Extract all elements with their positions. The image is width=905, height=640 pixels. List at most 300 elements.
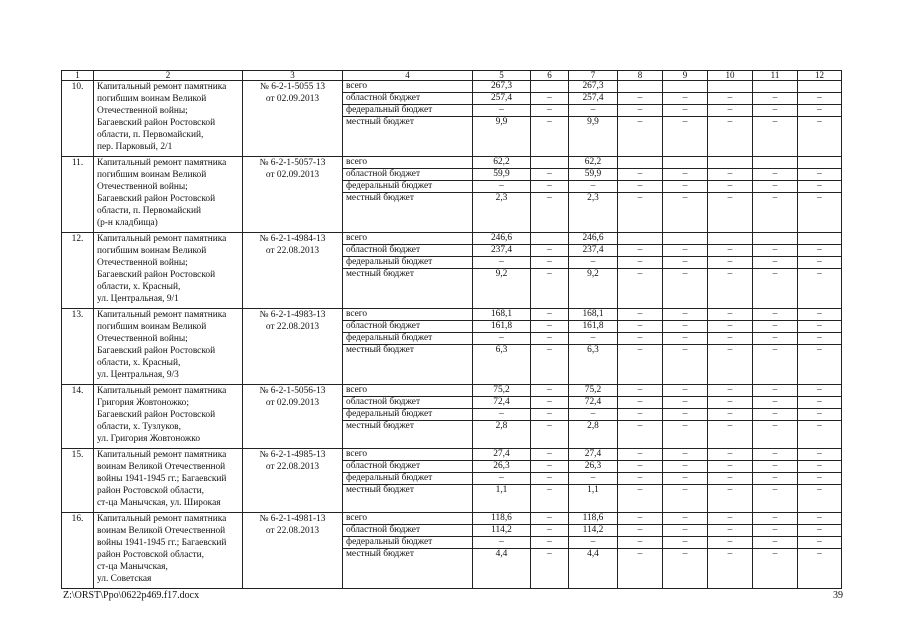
amount-cell-8: – — [618, 485, 663, 513]
amount-cell-7: 161,8 — [569, 321, 618, 333]
amount-cell-5: 26,3 — [473, 461, 531, 473]
table-body — [62, 81, 842, 589]
amount-cell-9: – — [663, 421, 708, 449]
amount-cell-10: – — [708, 321, 753, 333]
description-line: Отечественной войны; — [97, 334, 188, 344]
amount-cell-8: – — [618, 409, 663, 421]
document-line: от 22.08.2013 — [265, 526, 320, 536]
amount-cell-6: – — [531, 345, 569, 385]
table-row — [62, 81, 842, 93]
amount-cell-8: – — [618, 117, 663, 157]
amount-cell-11: – — [753, 449, 798, 461]
budget-source-label: федеральный бюджет — [343, 333, 473, 345]
amount-cell-7: 72,4 — [569, 397, 618, 409]
amount-cell-11: – — [753, 461, 798, 473]
column-header-1: 1 — [62, 71, 94, 81]
amount-cell-12: – — [798, 181, 842, 193]
object-description — [94, 449, 243, 513]
amount-cell-6: – — [531, 473, 569, 485]
amount-cell-11 — [753, 81, 798, 93]
amount-cell-5: 6,3 — [473, 345, 531, 385]
amount-cell-9: – — [663, 473, 708, 485]
amount-cell-12 — [798, 233, 842, 245]
document-line: № 6-2-1-5057-13 — [259, 158, 326, 168]
description-line: ул. Центральная, 9/1 — [97, 294, 179, 304]
amount-cell-7: – — [569, 105, 618, 117]
description-line: Капитальный ремонт памятника — [97, 158, 227, 168]
column-header-9: 9 — [663, 71, 708, 81]
amount-cell-5: 27,4 — [473, 449, 531, 461]
amount-cell-12: – — [798, 169, 842, 181]
amount-cell-9: – — [663, 409, 708, 421]
budget-source-label: федеральный бюджет — [343, 537, 473, 549]
description-line: ул. Советская — [97, 574, 152, 584]
table-header — [62, 71, 842, 81]
budget-source-label: местный бюджет — [343, 345, 473, 385]
description-line: погибшим воинам Великой — [97, 322, 207, 332]
document-line: № 6-2-1-5056-13 — [259, 386, 326, 396]
amount-cell-9: – — [663, 397, 708, 409]
amount-cell-8: – — [618, 397, 663, 409]
budget-source-label: всего — [343, 449, 473, 461]
amount-cell-7: 26,3 — [569, 461, 618, 473]
amount-cell-11: – — [753, 245, 798, 257]
amount-cell-7: – — [569, 473, 618, 485]
amount-cell-11: – — [753, 93, 798, 105]
amount-cell-12: – — [798, 513, 842, 525]
amount-cell-8: – — [618, 257, 663, 269]
object-description — [94, 385, 243, 449]
budget-source-label: местный бюджет — [343, 485, 473, 513]
amount-cell-7: 62,2 — [569, 157, 618, 169]
amount-cell-8: – — [618, 421, 663, 449]
document-line: № 6-2-1-4981-13 — [259, 514, 326, 524]
amount-cell-7: 237,4 — [569, 245, 618, 257]
amount-cell-8: – — [618, 513, 663, 525]
document-reference — [243, 385, 343, 449]
amount-cell-6: – — [531, 181, 569, 193]
description-line: ул. Григория Жовтоножко — [97, 434, 201, 444]
amount-cell-6: – — [531, 309, 569, 321]
description-line: области, п. Первомайский, — [97, 130, 204, 140]
description-line: Капитальный ремонт памятника — [97, 310, 227, 320]
amount-cell-9 — [663, 233, 708, 245]
amount-cell-11: – — [753, 485, 798, 513]
amount-cell-10: – — [708, 345, 753, 385]
budget-source-label: местный бюджет — [343, 269, 473, 309]
description-line: области, х. Красный, — [97, 282, 181, 292]
amount-cell-10: – — [708, 93, 753, 105]
amount-cell-6 — [531, 157, 569, 169]
row-number: 15. — [62, 449, 94, 513]
amount-cell-5: 168,1 — [473, 309, 531, 321]
amount-cell-10: – — [708, 473, 753, 485]
amount-cell-10: – — [708, 549, 753, 589]
amount-cell-5: – — [473, 409, 531, 421]
amount-cell-5: 2,8 — [473, 421, 531, 449]
amount-cell-7: 114,2 — [569, 525, 618, 537]
table-row — [62, 309, 842, 321]
description-line: Отечественной войны; — [97, 258, 188, 268]
amount-cell-11: – — [753, 169, 798, 181]
amount-cell-6: – — [531, 169, 569, 181]
object-description — [94, 233, 243, 309]
amount-cell-8: – — [618, 181, 663, 193]
amount-cell-8: – — [618, 269, 663, 309]
amount-cell-7: 75,2 — [569, 385, 618, 397]
amount-cell-12: – — [798, 397, 842, 409]
amount-cell-7: 257,4 — [569, 93, 618, 105]
document-reference — [243, 309, 343, 385]
description-line: Капитальный ремонт памятника — [97, 234, 227, 244]
amount-cell-11: – — [753, 105, 798, 117]
amount-cell-9 — [663, 81, 708, 93]
amount-cell-7: – — [569, 181, 618, 193]
budget-source-label: федеральный бюджет — [343, 409, 473, 421]
amount-cell-12: – — [798, 461, 842, 473]
budget-source-label: областной бюджет — [343, 461, 473, 473]
budget-source-label: местный бюджет — [343, 193, 473, 233]
amount-cell-10: – — [708, 537, 753, 549]
amount-cell-8: – — [618, 169, 663, 181]
document-reference — [243, 81, 343, 157]
amount-cell-12: – — [798, 269, 842, 309]
amount-cell-7: – — [569, 409, 618, 421]
amount-cell-11: – — [753, 397, 798, 409]
amount-cell-12: – — [798, 321, 842, 333]
amount-cell-12: – — [798, 409, 842, 421]
amount-cell-11: – — [753, 333, 798, 345]
amount-cell-9: – — [663, 117, 708, 157]
amount-cell-7: 9,9 — [569, 117, 618, 157]
description-line: области, х. Красный, — [97, 358, 181, 368]
amount-cell-6: – — [531, 93, 569, 105]
budget-source-label: областной бюджет — [343, 397, 473, 409]
amount-cell-7: 9,2 — [569, 269, 618, 309]
description-line: Капитальный ремонт памятника — [97, 514, 227, 524]
amount-cell-8 — [618, 81, 663, 93]
amount-cell-12: – — [798, 105, 842, 117]
amount-cell-6: – — [531, 485, 569, 513]
description-line: Отечественной войны; — [97, 182, 188, 192]
amount-cell-5: 4,4 — [473, 549, 531, 589]
amount-cell-5: – — [473, 333, 531, 345]
budget-source-label: федеральный бюджет — [343, 473, 473, 485]
amount-cell-9: – — [663, 549, 708, 589]
amount-cell-11 — [753, 157, 798, 169]
description-line: Капитальный ремонт памятника — [97, 82, 227, 92]
amount-cell-8: – — [618, 345, 663, 385]
amount-cell-10: – — [708, 117, 753, 157]
document-line: от 02.09.2013 — [265, 398, 320, 408]
amount-cell-5: 267,3 — [473, 81, 531, 93]
amount-cell-6 — [531, 233, 569, 245]
column-header-7: 7 — [569, 71, 618, 81]
budget-source-label: местный бюджет — [343, 421, 473, 449]
row-number: 14. — [62, 385, 94, 449]
amount-cell-10: – — [708, 513, 753, 525]
amount-cell-9: – — [663, 537, 708, 549]
amount-cell-7: 118,6 — [569, 513, 618, 525]
row-number: 10. — [62, 81, 94, 157]
budget-source-label: областной бюджет — [343, 245, 473, 257]
amount-cell-9: – — [663, 461, 708, 473]
description-line: области, п. Первомайский — [97, 206, 202, 216]
amount-cell-12: – — [798, 449, 842, 461]
budget-source-label: областной бюджет — [343, 93, 473, 105]
object-description — [94, 513, 243, 589]
amount-cell-12: – — [798, 309, 842, 321]
amount-cell-5: 2,3 — [473, 193, 531, 233]
amount-cell-5: 62,2 — [473, 157, 531, 169]
amount-cell-6: – — [531, 513, 569, 525]
budget-source-label: областной бюджет — [343, 321, 473, 333]
description-line: Багаевский район Ростовской — [97, 118, 216, 128]
amount-cell-12 — [798, 81, 842, 93]
document-reference — [243, 157, 343, 233]
amount-cell-9: – — [663, 193, 708, 233]
description-line: Багаевский район Ростовской — [97, 346, 216, 356]
amount-cell-11: – — [753, 537, 798, 549]
amount-cell-12: – — [798, 525, 842, 537]
amount-cell-7: 27,4 — [569, 449, 618, 461]
amount-cell-7: 6,3 — [569, 345, 618, 385]
amount-cell-7: – — [569, 537, 618, 549]
budget-source-label: всего — [343, 157, 473, 169]
amount-cell-10: – — [708, 269, 753, 309]
amount-cell-10: – — [708, 385, 753, 397]
amount-cell-11 — [753, 233, 798, 245]
description-line: пер. Парковый, 2/1 — [97, 142, 173, 152]
amount-cell-11: – — [753, 513, 798, 525]
budget-source-label: всего — [343, 513, 473, 525]
document-reference — [243, 513, 343, 589]
amount-cell-10: – — [708, 333, 753, 345]
amount-cell-9: – — [663, 93, 708, 105]
amount-cell-8: – — [618, 193, 663, 233]
description-line: воинам Великой Отечественной — [97, 462, 226, 472]
amount-cell-9: – — [663, 385, 708, 397]
description-line: войны 1941-1945 гг.; Багаевский — [97, 538, 227, 548]
amount-cell-5: 72,4 — [473, 397, 531, 409]
amount-cell-7: – — [569, 257, 618, 269]
amount-cell-9: – — [663, 269, 708, 309]
budget-source-label: федеральный бюджет — [343, 257, 473, 269]
budget-source-label: всего — [343, 309, 473, 321]
amount-cell-9: – — [663, 105, 708, 117]
table-row — [62, 233, 842, 245]
amount-cell-10 — [708, 157, 753, 169]
amount-cell-7: – — [569, 333, 618, 345]
amount-cell-10: – — [708, 421, 753, 449]
description-line: Капитальный ремонт памятника — [97, 450, 227, 460]
amount-cell-10: – — [708, 525, 753, 537]
description-line: ст-ца Манычская, — [97, 562, 168, 572]
amount-cell-11: – — [753, 525, 798, 537]
amount-cell-9: – — [663, 169, 708, 181]
description-line: Багаевский район Ростовской — [97, 270, 216, 280]
document-reference — [243, 449, 343, 513]
column-header-3: 3 — [243, 71, 343, 81]
document-reference — [243, 233, 343, 309]
column-header-11: 11 — [753, 71, 798, 81]
amount-cell-5: 1,1 — [473, 485, 531, 513]
amount-cell-7: 59,9 — [569, 169, 618, 181]
amount-cell-11: – — [753, 421, 798, 449]
amount-cell-6: – — [531, 321, 569, 333]
budget-source-label: всего — [343, 233, 473, 245]
amount-cell-12: – — [798, 485, 842, 513]
amount-cell-8: – — [618, 245, 663, 257]
amount-cell-5: 161,8 — [473, 321, 531, 333]
row-number: 11. — [62, 157, 94, 233]
description-line: погибшим воинам Великой — [97, 94, 207, 104]
row-number: 16. — [62, 513, 94, 589]
amount-cell-12: – — [798, 93, 842, 105]
amount-cell-6 — [531, 81, 569, 93]
amount-cell-8: – — [618, 549, 663, 589]
amount-cell-7: 168,1 — [569, 309, 618, 321]
description-line: Григория Жовтоножко; — [97, 398, 189, 408]
amount-cell-5: 9,2 — [473, 269, 531, 309]
amount-cell-6: – — [531, 409, 569, 421]
amount-cell-8: – — [618, 321, 663, 333]
column-header-10: 10 — [708, 71, 753, 81]
amount-cell-11: – — [753, 549, 798, 589]
description-line: войны 1941-1945 гг.; Багаевский — [97, 474, 227, 484]
amount-cell-9: – — [663, 181, 708, 193]
amount-cell-9 — [663, 157, 708, 169]
budget-source-label: всего — [343, 81, 473, 93]
amount-cell-10: – — [708, 181, 753, 193]
amount-cell-12 — [798, 157, 842, 169]
column-header-2: 2 — [94, 71, 243, 81]
amount-cell-9: – — [663, 245, 708, 257]
amount-cell-6: – — [531, 269, 569, 309]
amount-cell-11: – — [753, 269, 798, 309]
amount-cell-8: – — [618, 385, 663, 397]
amount-cell-12: – — [798, 245, 842, 257]
amount-cell-9: – — [663, 309, 708, 321]
amount-cell-10: – — [708, 169, 753, 181]
amount-cell-8: – — [618, 449, 663, 461]
amount-cell-6: – — [531, 105, 569, 117]
amount-cell-10: – — [708, 397, 753, 409]
column-header-12: 12 — [798, 71, 842, 81]
description-line: воинам Великой Отечественной — [97, 526, 226, 536]
amount-cell-11: – — [753, 257, 798, 269]
amount-cell-10: – — [708, 409, 753, 421]
footer-page-number: 39 — [833, 590, 843, 601]
description-line: ул. Центральная, 9/3 — [97, 370, 179, 380]
document-line: № 6-2-1-4983-13 — [259, 310, 326, 320]
object-description — [94, 157, 243, 233]
amount-cell-12: – — [798, 117, 842, 157]
amount-cell-8: – — [618, 537, 663, 549]
amount-cell-5: – — [473, 473, 531, 485]
amount-cell-5: – — [473, 257, 531, 269]
amount-cell-5: – — [473, 537, 531, 549]
description-line: ст-ца Манычская, ул. Широкая — [97, 498, 221, 508]
amount-cell-8: – — [618, 461, 663, 473]
amount-cell-11: – — [753, 193, 798, 233]
amount-cell-11: – — [753, 409, 798, 421]
amount-cell-9: – — [663, 345, 708, 385]
amount-cell-6: – — [531, 385, 569, 397]
amount-cell-6: – — [531, 117, 569, 157]
amount-cell-9: – — [663, 525, 708, 537]
budget-source-label: местный бюджет — [343, 549, 473, 589]
amount-cell-11: – — [753, 117, 798, 157]
description-line: погибшим воинам Великой — [97, 170, 207, 180]
amount-cell-7: 4,4 — [569, 549, 618, 589]
row-number: 13. — [62, 309, 94, 385]
amount-cell-5: 246,6 — [473, 233, 531, 245]
amount-cell-10: – — [708, 449, 753, 461]
amount-cell-12: – — [798, 385, 842, 397]
amount-cell-6: – — [531, 397, 569, 409]
document-line: от 02.09.2013 — [265, 94, 320, 104]
description-line: погибшим воинам Великой — [97, 246, 207, 256]
description-line: район Ростовской области, — [97, 550, 204, 560]
amount-cell-11: – — [753, 385, 798, 397]
amount-cell-11: – — [753, 309, 798, 321]
budget-source-label: всего — [343, 385, 473, 397]
amount-cell-11: – — [753, 321, 798, 333]
amount-cell-9: – — [663, 449, 708, 461]
amount-cell-9: – — [663, 257, 708, 269]
amount-cell-5: 237,4 — [473, 245, 531, 257]
amount-cell-12: – — [798, 257, 842, 269]
amount-cell-12: – — [798, 473, 842, 485]
amount-cell-6: – — [531, 549, 569, 589]
budget-source-label: местный бюджет — [343, 117, 473, 157]
amount-cell-6: – — [531, 333, 569, 345]
amount-cell-8 — [618, 233, 663, 245]
row-number: 12. — [62, 233, 94, 309]
amount-cell-12: – — [798, 193, 842, 233]
description-line: Багаевский район Ростовской — [97, 410, 216, 420]
amount-cell-6: – — [531, 525, 569, 537]
budget-source-label: федеральный бюджет — [343, 181, 473, 193]
amount-cell-10 — [708, 233, 753, 245]
amount-cell-5: 75,2 — [473, 385, 531, 397]
amount-cell-5: – — [473, 105, 531, 117]
amount-cell-5: 118,6 — [473, 513, 531, 525]
amount-cell-12: – — [798, 345, 842, 385]
amount-cell-6: – — [531, 193, 569, 233]
amount-cell-12: – — [798, 421, 842, 449]
amount-cell-10: – — [708, 309, 753, 321]
description-line: (р-н кладбища) — [97, 218, 158, 228]
amount-cell-5: – — [473, 181, 531, 193]
amount-cell-6: – — [531, 449, 569, 461]
budget-source-label: областной бюджет — [343, 525, 473, 537]
document-line: от 22.08.2013 — [265, 246, 320, 256]
amount-cell-7: 246,6 — [569, 233, 618, 245]
amount-cell-8 — [618, 157, 663, 169]
amount-cell-5: 257,4 — [473, 93, 531, 105]
column-header-4: 4 — [343, 71, 473, 81]
amount-cell-12: – — [798, 537, 842, 549]
object-description — [94, 81, 243, 157]
amount-cell-11: – — [753, 345, 798, 385]
amount-cell-10: – — [708, 193, 753, 233]
column-header-6: 6 — [531, 71, 569, 81]
footer-file-path: Z:\ORST\Ppo\0622p469.f17.docx — [63, 590, 200, 601]
amount-cell-9: – — [663, 321, 708, 333]
amount-cell-7: 267,3 — [569, 81, 618, 93]
